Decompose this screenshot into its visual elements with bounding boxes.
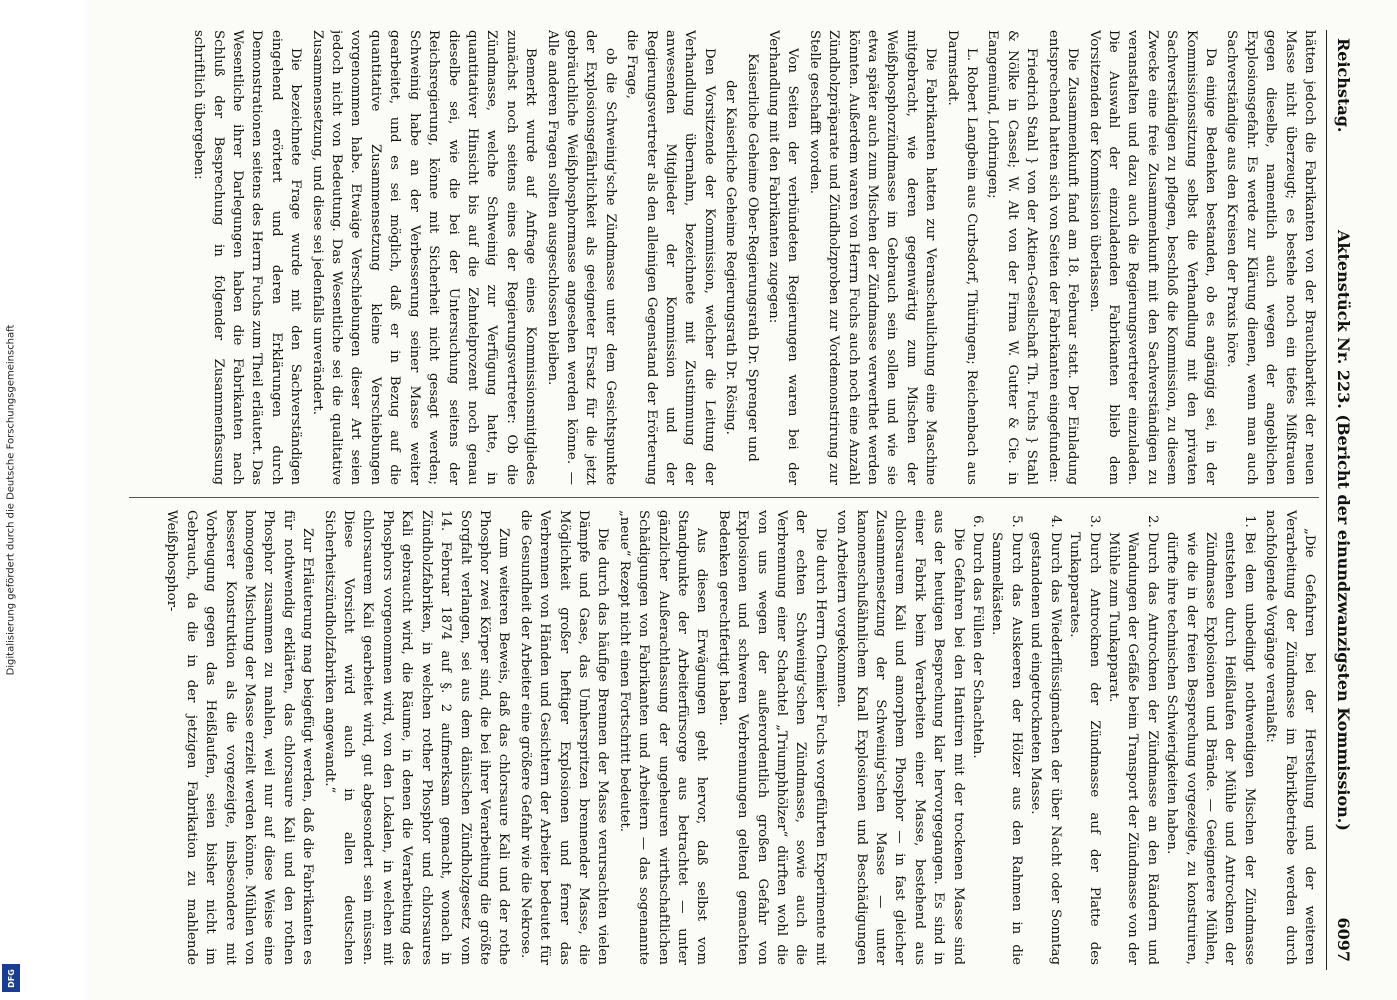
paragraph: Die Fabrikanten hatten zur Veranschaulichung eine Maschine mitgebracht, wie deren gegenwärtig zum Mischen der Weißphosphorzündmasse im Gebrauch sein sollen und wie sie etwa später auch zum Mischen der Zündmasse verwerthet werden könnten. Außerdem waren von Herrn Fuchs auch noch eine Anzahl Zündholzpräparate und Zündholzproben zur Vordemonstrirung zur Stelle geschafft worden. <box>806 30 939 485</box>
official-name: der Kaiserliche Geheime Regierungsrath Dr. Rösing. <box>723 80 739 435</box>
page-number: 6097 <box>1334 917 1354 962</box>
column-divider <box>129 497 1319 498</box>
left-column <box>129 30 1319 485</box>
paragraph: Da einige Bedenken bestanden, ob es angängig sei, in der Kommissionssitzung selbst die Verhandlung mit den privaten Sachverständigen zu pflegen, beschloß die Kommission, zu diesem Zwecke eine freie Zusammenkunft mit den Sachverständigen zu veranstalten und dazu auch die Regierungsvertreter einzuladen. Die Auswahl der einzuladenden Fabrikanten blieb dem Vorsitzenden der Kommission überlassen. <box>1086 30 1218 485</box>
paragraph: Zum weiteren Beweis, daß das chlorsaure Kali und der rothe Phosphor zwei Körper sind, die bei ihrer Verarbeitung die größte Sorgfalt verlangen, sei aus dem dänischen Zündholzgesetz vom 14. Februar 1874 auf §. 2 aufmerksam gemacht, wonach in Zündholzfabriken, in welchen rother Phosphor und chlorsaures Kali gebraucht wird, die Räume, in denen die Verarbeitung des Phosphors vorgenommen wird, von den Lokalen, in welchen mit chlorsaurem Kali gearbeitet wird, gut abgesondert sein müssen. Diese Vorsicht wird auch in allen deutschen Sicherheitszündholzfabriken angewandt.“ <box>321 510 512 965</box>
paragraph: Bemerkt wurde auf Anfrage eines Kommissionsmitgliedes zunächst noch seitens eines der Regierungsvertreter: Ob die Zündmasse, welche Schweinig zur Verfügung hatte, in quantitativer Hinsicht bis auf die Zehntelprozent noch genau dieselbe sei, wie die bei der Untersuchung seitens der Reichsregierung, könne mit Sicherheit nicht gesagt werden; Schweinig habe an der Verbesserung seiner Masse weiter gearbeitet, und es sei möglich, daß er in Bezug auf die quantitative Zusammensetzung kleine Verschiebungen vorgenommen habe. Etwaige Verschiebungen dieser Art seien jedoch nicht von Bedeutung. Das Wesentliche sei die qualitative Zusammensetzung, und diese sei jedenfalls unverändert. <box>309 30 539 485</box>
quote-intro: „Die Gefahren bei der Herstellung und der weiteren Verarbeitung der Zündmasse im Fabrikbetriebe werden durch nachfolgende Vorgänge veranlaßt: <box>1263 510 1317 965</box>
list-item: 4. Durch das Wiederflüssigmachen der über Nacht oder Sonntag gestandenen und eingetrockneten Masse. <box>1026 532 1065 965</box>
page-header <box>1326 30 1361 970</box>
rotated-page-content <box>121 20 1361 980</box>
hazard-list <box>968 510 1259 965</box>
dfg-logo <box>2 964 20 992</box>
paragraph: hätten jedoch die Fabrikanten von der Brauchbarkeit der neuen Masse nicht überzeugt; es bestehe noch ein tiefes Mißtrauen gegen dieselbe, namentlich auch wegen der angeblichen Explosionsgefahr. Es werde zur Klärung dienen, wenn man auch Sachverständige aus den Kreisen der Praxis höre. <box>1224 30 1317 485</box>
question-text: ob die Schweinig'sche Zündmasse unter dem Gesichtspunkte der Explosionsgefährlichkeit als geeigneter Ersatz für die jetzt gebräuchliche Weißphosphormasse angesehen werden könne. — Alle anderen Fragen sollten ausgeschlossen bleiben. <box>544 30 618 485</box>
dfg-logo-text: DFG <box>6 968 16 988</box>
header-left: Reichstag. <box>1334 38 1354 133</box>
header-title: Aktenstück Nr. 223. (Bericht der einundzwanzigsten Kommission.) <box>1334 230 1354 831</box>
paragraph: Den Vorsitzende der Kommission, welcher die Leitung der Verhandlung übernahm, bezeichnete mit Zustimmung der anwesenden Mitglieder der Kommission und der Regierungsvertreter als den alleinigen Gegenstand der Erörterung die Frage, <box>624 30 717 485</box>
paragraph: Die durch das häufige Brennen der Masse verursachten vielen Dämpfe und Gase, das Umherspritzen brennender Masse, die Möglichkeit großer heftiger Explosionen und ferner das Verbrennen von Händen und Gesichtern der Arbeiter bedeutet für die Gesundheit der Arbeiter eine größere Gefahr wie die Nekrose. <box>517 510 611 965</box>
paragraph: Die bezeichnete Frage wurde mit den Sachverständigen eingehend erörtert und deren Erklärungen durch Demonstrationen seitens des Herrn Fuchs zum Theil erläutert. Das Wesentliche ihrer Darlegungen haben die Fabrikanten nach Schluß der Besprechung in folgender Zusammenfassung schriftlich übergeben: <box>191 30 304 485</box>
scanned-page <box>85 0 1397 1000</box>
official-name: Kaiserliche Geheime Ober-Regierungsrath Dr. Sprenger und <box>744 53 760 462</box>
list-item: 2. Durch das Antrocknen der Zündmasse an den Rändern und Wandungen der Gefäße beim Transport der Zündmasse von der Mühle zum Tunkapparat. <box>1104 532 1162 965</box>
list-item: 6. Durch das Füllen der Schachteln. <box>968 532 987 965</box>
right-column <box>129 510 1319 965</box>
attendee-list: L. Robert Langbein aus Curbsdorf, Thüringen; Reichenbach aus Darmstadt. <box>944 30 980 485</box>
digitization-credit: Digitalisierung gefördert durch die Deutsche Forschungsgemeinschaft <box>5 324 17 676</box>
side-strip <box>0 0 22 1000</box>
attendee-list: Friedrich Stahl } von der Aktien-Gesellschaft Th. Fuchs } Stahl & Nölke in Cassel; W. Alt von der Firma W. Gutter & Cie. in Eangemünd, Lothringen; <box>985 30 1040 485</box>
list-item: 3. Durch Antrocknen der Zündmasse auf der Platte des Tunkapparates. <box>1065 532 1104 965</box>
paragraph: Die durch Herrn Chemiker Fuchs vorgeführten Experimente mit der echten Schweinig'schen Zündmasse, sowie auch die Verbrennung einer Schachtel „Triumphhölzer“ dürften wohl die von uns wegen der außerordentlich großen Gefahr von Explosionen und schweren Verbrennungen geltend gemachten Bedenken gerechtfertigt haben. <box>715 510 828 965</box>
list-item: 1. Bei dem unbedingt nothwendigen Mischen der Zündmasse entstehen durch Heißlaufen der Mühle und Antrocknen der Zündmasse Explosionen und Brände. — Geeignetere Mühlen, wie die in der freien Besprechung vorgezeigte, zu konstruiren, dürfte ihre technischen Schwierigkeiten haben. <box>1162 532 1259 965</box>
paragraph: Von Seiten der verbündeten Regierungen waren bei der Verhandlung mit den Fabrikanten zugegen: <box>766 30 801 485</box>
paragraph: Aus diesen Erwägungen geht hervor, daß selbst vom Standpunkte der Arbeiterfürsorge aus betrachtet — unter gänzlicher Außerachtlassung der ungeheuren wirthschaftlichen Schädigungen von Fabrikanten und Arbeitern — das sogenannte „neue“ Rezept nicht einen Fortschritt bedeutet. <box>616 510 710 965</box>
paragraph: Die Gefahren bei den Hantiren mit der trockenen Masse sind aus der heutigen Besprechung klar hervorgegangen. Es sind in einer Fabrik beim Verarbeiten einer Masse, bestehend aus chlorsaurem Kali und amorphem Phosphor — in fast gleicher Zusammensetzung der Schweinig'schen Masse — unter kanonenschußähnlichem Knall Explosionen und Beschädigungen von Arbeitern vorgekommen. <box>834 510 966 965</box>
paragraph: Die Zusammenkunft fand am 18. Februar statt. Der Einladung entsprechend hatten sich von Seiten der Fabrikanten eingefunden: <box>1045 30 1081 485</box>
list-item: 5. Durch das Auskeeren der Hölzer aus den Rahmen in die Sammelkästen. <box>987 532 1026 965</box>
paragraph: Zur Erläuterung mag beigefügt werden, daß die Fabrikanten es für nothwendig erklärten, das chlorsaure Kali und den rothen Phosphor zusammen zu mahlen, weil nur auf diese Weise eine homogene Mischung der Masse erzielt werden könne. Mühlen von besserer Konstruktion als die vorgezeigte, insbesondere mit Vorbeugung gegen das Heißlaufen, seien bisher nicht im Gebrauch, da die in der jetzigen Fabrikation zu mahlende Weißphosphor- <box>164 510 316 965</box>
